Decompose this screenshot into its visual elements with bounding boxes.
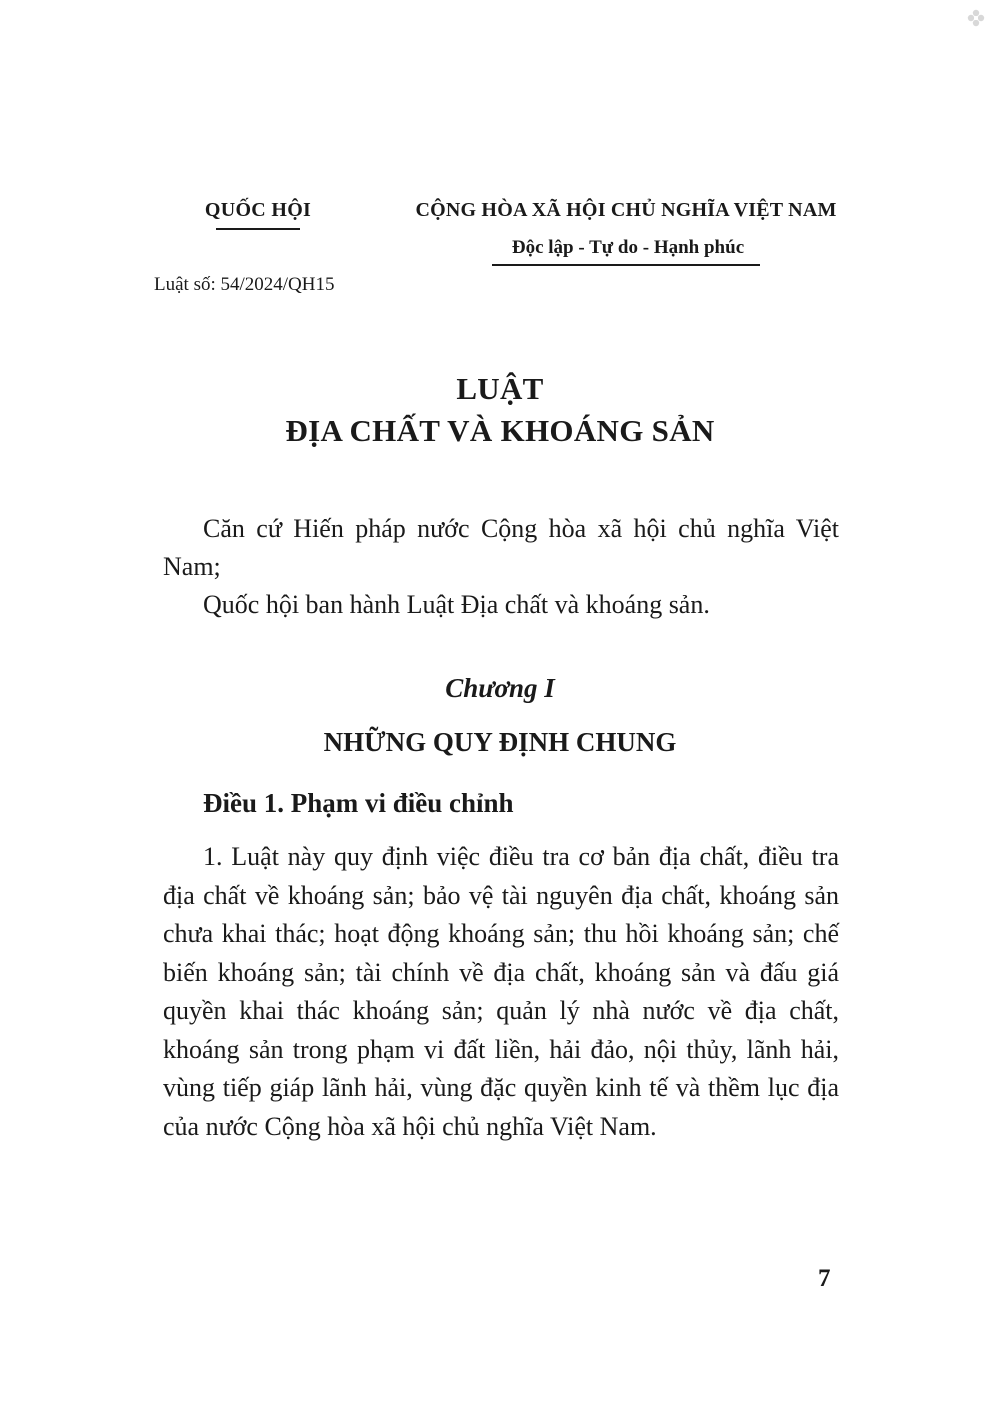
preamble: [163, 510, 839, 624]
article-heading: Điều 1. Phạm vi điều chỉnh: [203, 788, 514, 818]
chapter-heading: [0, 668, 1000, 762]
national-motto: Độc lập - Tự do - Hạnh phúc: [511, 237, 745, 258]
national-title-block: [396, 196, 856, 224]
motto-underline: [492, 264, 760, 266]
document-name: ĐỊA CHẤT VÀ KHOÁNG SẢN: [285, 413, 715, 448]
article-paragraph: 1. Luật này quy định việc điều tra cơ bản địa chất, điều tra địa chất về khoáng sản; bảo vệ tài nguyên địa chất, khoáng sản chưa khai thác; hoạt động khoáng sản; thu hồi khoáng sản; chế biến khoáng sản; tài chính về địa chất, khoáng sản và đấu giá quyền khai thác khoáng sản; quản lý nhà nước về địa chất, khoáng sản trong phạm vi đất liền, hải đảo, nội thủy, lãnh hải, vùng tiếp giáp lãnh hải, vùng đặc quyền kinh tế và thềm lục địa của nước Cộng hòa xã hội chủ nghĩa Việt Nam.: [163, 842, 839, 1141]
chapter-title: NHỮNG QUY ĐỊNH CHUNG: [323, 727, 677, 757]
issuing-agency: QUỐC HỘI: [204, 199, 312, 221]
issuing-agency-block: [160, 196, 356, 224]
law-number: Luật số: 54/2024/QH15: [154, 274, 335, 295]
chapter-label: Chương I: [445, 673, 555, 703]
page-number: 7: [818, 1265, 831, 1292]
republic-name: CỘNG HÒA XÃ HỘI CHỦ NGHĨA VIỆT NAM: [415, 199, 837, 221]
document-type: LUẬT: [456, 371, 544, 406]
agency-underline: [216, 228, 300, 230]
document-title: [0, 368, 1000, 452]
preamble-enactment: Quốc hội ban hành Luật Địa chất và khoáng sản.: [203, 590, 710, 619]
preamble-basis: Căn cứ Hiến pháp nước Cộng hòa xã hội chủ nghĩa Việt Nam;: [163, 514, 839, 581]
flower-icon: [966, 8, 986, 28]
